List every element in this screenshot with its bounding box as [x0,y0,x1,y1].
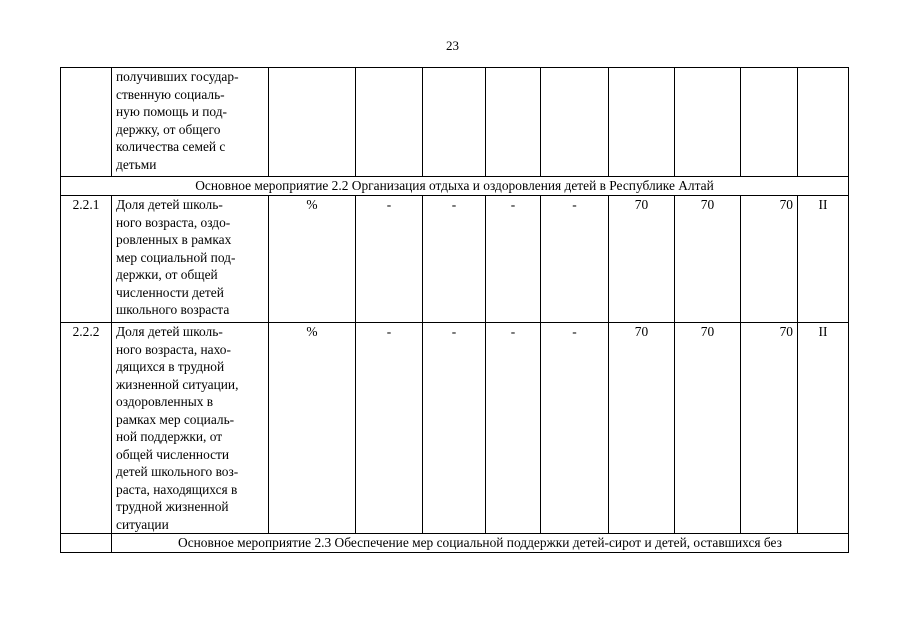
page-number: 23 [446,38,459,53]
section-title: Основное мероприятие 2.2 Организация отдыха и оздоровления детей в Республике Алтай [61,177,849,196]
unit-cell: % [269,323,356,534]
section-spacer [61,534,112,553]
value-cell: 70 [609,196,675,323]
indicator-name: Доля детей школь- ного возраста, оздо- ровленных в рамках мер социальной под- держки, от общей численности детей школьного возраста [112,196,269,323]
value-cell: 70 [609,323,675,534]
value-cell: 70 [675,196,741,323]
value-cell: - [423,196,486,323]
table-row [61,68,849,177]
value-cell: - [356,323,423,534]
value-cell: - [541,196,609,323]
value-cell: 70 [675,323,741,534]
section-row [61,534,849,553]
section-title: Основное мероприятие 2.3 Обеспечение мер социальной поддержки детей-сирот и детей, оставшихся без [112,534,849,553]
source-cell: II [798,323,849,534]
value-cell [356,68,423,177]
value-cell [609,68,675,177]
unit-cell: % [269,196,356,323]
value-cell: - [486,323,541,534]
value-cell: - [423,323,486,534]
row-number: 2.2.1 [61,196,112,323]
value-cell: - [541,323,609,534]
value-cell: - [356,196,423,323]
table-row [61,323,849,534]
value-cell: - [486,196,541,323]
row-number: 2.2.2 [61,323,112,534]
table-row [61,196,849,323]
section-row [61,177,849,196]
unit-cell [269,68,356,177]
value-cell: 70 [741,196,798,323]
source-cell [798,68,849,177]
value-cell [541,68,609,177]
row-number [61,68,112,177]
indicator-name: получивших государ- ственную социаль- ную помощь и под- держку, от общего количества семей с детьми [112,68,269,177]
value-cell [423,68,486,177]
value-cell [675,68,741,177]
indicators-table [60,67,849,553]
indicator-name: Доля детей школь- ного возраста, нахо- дящихся в трудной жизненной ситуации, оздоровленных в рамках мер социаль- ной поддержки, от общей численности детей школьного воз- раста, находящихся в трудной жизненной ситуации [112,323,269,534]
value-cell [741,68,798,177]
value-cell: 70 [741,323,798,534]
source-cell: II [798,196,849,323]
value-cell [486,68,541,177]
